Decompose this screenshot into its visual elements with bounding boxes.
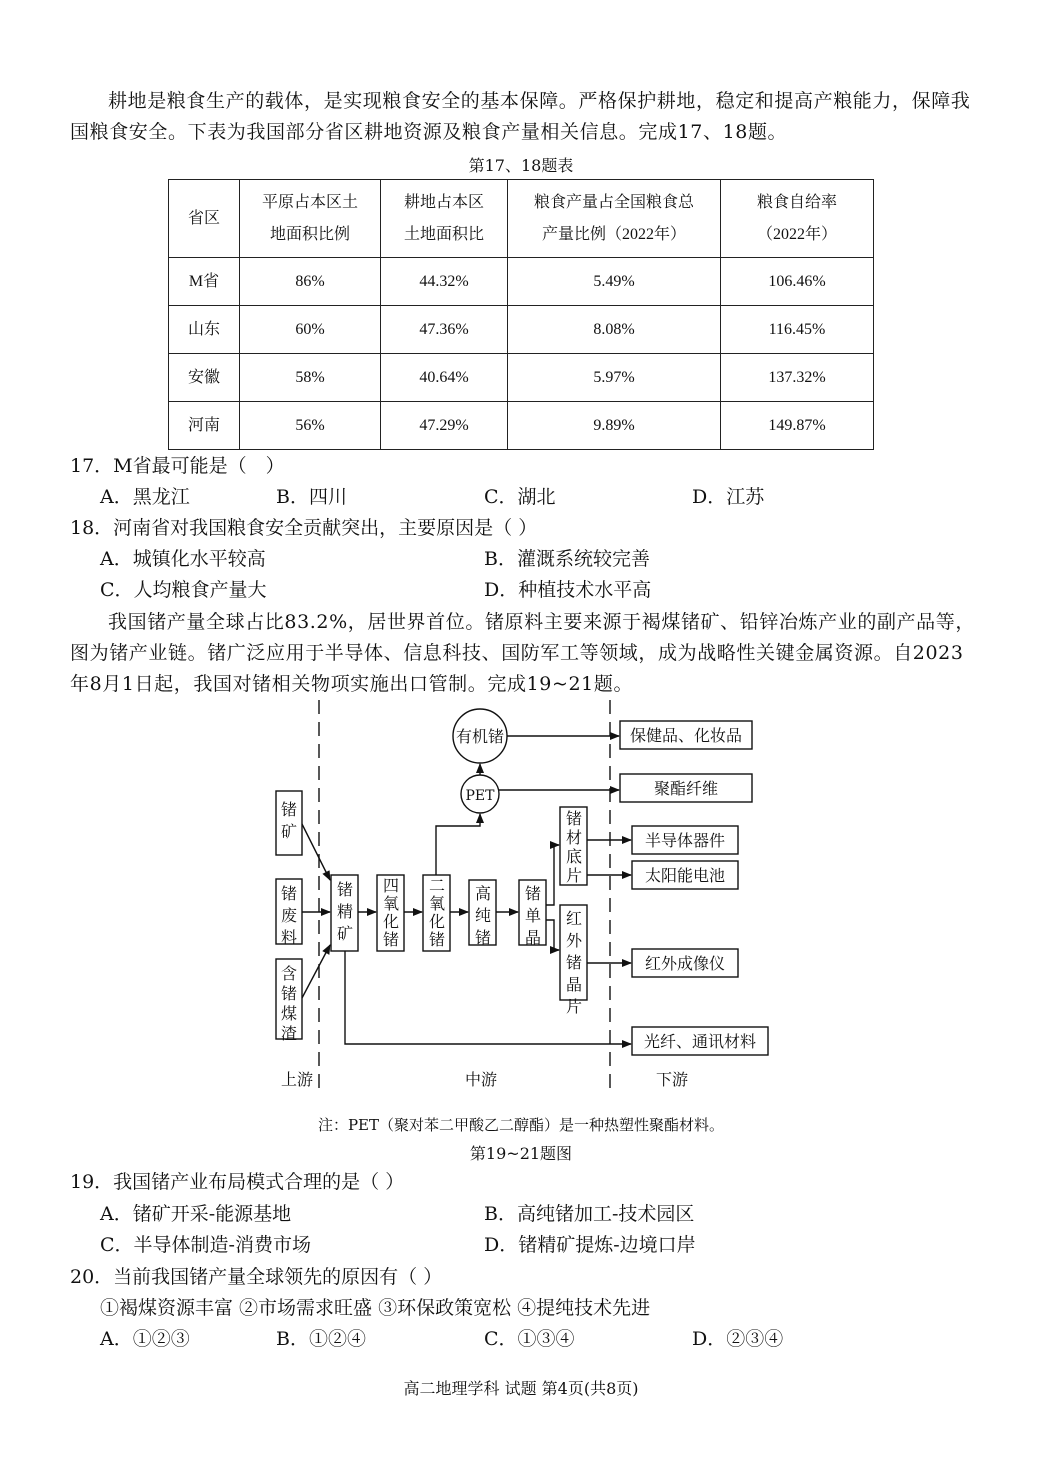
q20-statements: ①褐煤资源丰富 ②市场需求旺盛 ③环保政策宽松 ④提纯技术先进 bbox=[100, 1297, 651, 1319]
vertical-char: 底 bbox=[565, 847, 583, 866]
question-19-stem: 19．我国锗产业布局模式合理的是（ ） bbox=[70, 1171, 405, 1193]
arrow-conc-fiber bbox=[345, 951, 631, 1044]
vertical-char: 外 bbox=[565, 931, 583, 950]
arrow-slag-concentrate bbox=[302, 945, 330, 998]
vertical-char: 锗 bbox=[474, 928, 492, 947]
table-row bbox=[169, 354, 874, 402]
vertical-char: 含 bbox=[280, 964, 298, 983]
table-cell: 9.89% bbox=[508, 402, 721, 450]
stage-downstream: 下游 bbox=[655, 1070, 689, 1089]
table-row bbox=[169, 402, 874, 450]
vertical-char: 四 bbox=[382, 876, 400, 895]
arrow-dioxide-pet bbox=[436, 814, 480, 875]
vertical-char: 高 bbox=[474, 884, 492, 903]
diagram-caption: 第19~21题图 bbox=[469, 1144, 573, 1163]
q17-option-a: A．黑龙江 bbox=[100, 486, 190, 508]
vtext-ge-scrap bbox=[281, 884, 297, 947]
vertical-char: 渣 bbox=[280, 1024, 298, 1043]
header-cell: 粮食自给率 （2022年） bbox=[721, 180, 874, 258]
vtext-ir-chip bbox=[566, 909, 583, 1016]
diagram-note: 注：PET（聚对苯二甲酸乙二醇酯）是一种热塑性聚酯材料。 bbox=[317, 1116, 725, 1134]
vertical-char: 料 bbox=[280, 928, 298, 947]
table-cell: 86% bbox=[240, 258, 381, 306]
table-row bbox=[169, 258, 874, 306]
q18-option-d: D．种植技术水平高 bbox=[484, 579, 652, 601]
vertical-char: 锗 bbox=[428, 930, 446, 949]
q18-option-a: A．城镇化水平较高 bbox=[100, 548, 266, 570]
vtext-coal-slag bbox=[281, 964, 297, 1043]
q18-option-b: B．灌溉系统较完善 bbox=[484, 548, 650, 570]
vertical-char: 化 bbox=[382, 912, 400, 931]
table-cell: 116.45% bbox=[721, 306, 874, 354]
vtext-tetrachloride bbox=[383, 876, 399, 949]
vertical-char: 纯 bbox=[474, 906, 492, 925]
label-ir-imager: 红外成像仪 bbox=[644, 954, 726, 973]
vertical-char: 锗 bbox=[280, 800, 298, 819]
vertical-char: 晶 bbox=[524, 928, 542, 947]
vtext-ge-ore bbox=[281, 800, 297, 841]
vertical-char: 晶 bbox=[565, 975, 583, 994]
q20-option-b: B．①②④ bbox=[276, 1328, 366, 1350]
q19-option-b: B．高纯锗加工-技术园区 bbox=[484, 1203, 695, 1225]
table-cell: 137.32% bbox=[721, 354, 874, 402]
q19-option-c: C．半导体制造-消费市场 bbox=[100, 1234, 311, 1256]
vertical-char: 矿 bbox=[280, 822, 298, 841]
vertical-char: 氧 bbox=[428, 894, 446, 913]
vertical-char: 锗 bbox=[336, 880, 354, 899]
label-solar: 太阳能电池 bbox=[644, 866, 726, 885]
table-row bbox=[169, 306, 874, 354]
table-cell: 安徽 bbox=[169, 354, 240, 402]
vertical-char: 锗 bbox=[280, 984, 298, 1003]
stage-midstream: 中游 bbox=[464, 1070, 498, 1089]
table-cell: 149.87% bbox=[721, 402, 874, 450]
question-18-stem: 18．河南省对我国粮食安全贡献突出，主要原因是（ ） bbox=[70, 517, 538, 539]
table-cell: 河南 bbox=[169, 402, 240, 450]
vertical-char: 二 bbox=[428, 876, 446, 895]
vertical-char: 锗 bbox=[382, 930, 400, 949]
label-pet: PET bbox=[465, 788, 495, 804]
table-cell: 44.32% bbox=[381, 258, 508, 306]
germanium-industry-chain-diagram bbox=[0, 690, 1042, 1110]
table-cell: 8.08% bbox=[508, 306, 721, 354]
label-polyester: 聚酯纤维 bbox=[653, 779, 719, 798]
q20-option-d: D．②③④ bbox=[692, 1328, 784, 1350]
question-20-stem: 20．当前我国锗产量全球领先的原因有（ ） bbox=[70, 1266, 443, 1288]
vertical-char: 锗 bbox=[565, 953, 583, 972]
arrow-crystal-irchip bbox=[546, 920, 559, 950]
label-organic-ge: 有机锗 bbox=[455, 727, 505, 746]
vertical-char: 锗 bbox=[280, 884, 298, 903]
header-cell: 平原占本区土 地面积比例 bbox=[240, 180, 381, 258]
header-cell: 粮食产量占全国粮食总 产量比例（2022年） bbox=[508, 180, 721, 258]
table-cell: 58% bbox=[240, 354, 381, 402]
vertical-char: 材 bbox=[565, 828, 583, 847]
vtext-single-crystal bbox=[525, 884, 541, 947]
table-cell: 60% bbox=[240, 306, 381, 354]
vertical-char: 化 bbox=[428, 912, 446, 931]
table-cell: 5.97% bbox=[508, 354, 721, 402]
arrow-crystal-substrate bbox=[546, 845, 559, 905]
vertical-char: 红 bbox=[565, 909, 583, 928]
table-cell: 山东 bbox=[169, 306, 240, 354]
q18-option-c: C．人均粮食产量大 bbox=[100, 579, 267, 601]
q19-option-a: A．锗矿开采-能源基地 bbox=[100, 1203, 292, 1225]
vertical-char: 片 bbox=[565, 997, 583, 1016]
label-fiber: 光纤、通讯材料 bbox=[643, 1032, 757, 1051]
table-caption: 第17、18题表 bbox=[468, 156, 574, 175]
stage-upstream: 上游 bbox=[280, 1070, 314, 1089]
table-cell: 47.29% bbox=[381, 402, 508, 450]
vtext-dioxide bbox=[429, 876, 445, 949]
table-cell: 5.49% bbox=[508, 258, 721, 306]
vertical-char: 锗 bbox=[524, 884, 542, 903]
q17-option-b: B．四川 bbox=[276, 486, 347, 508]
vertical-char: 矿 bbox=[336, 924, 354, 943]
q20-option-c: C．①③④ bbox=[484, 1328, 575, 1350]
page-footer: 高二地理学科 试题 第4页(共8页) bbox=[403, 1379, 639, 1398]
table-cell: 56% bbox=[240, 402, 381, 450]
vertical-char: 精 bbox=[336, 902, 354, 921]
vtext-concentrate bbox=[337, 880, 353, 943]
header-cell: 省区 bbox=[169, 180, 240, 258]
vertical-char: 锗 bbox=[565, 809, 583, 828]
intro-paragraph-2: 我国锗产量全球占比83.2%，居世界首位。锗原料主要来源于褐煤锗矿、铅锌冶炼产业的副产品等，图为锗产业链。锗广泛应用于半导体、信息科技、国防军工等领域，成为战略性关键金属资源。自2023年8月1日起，我国对锗相关物项实施出口管制。完成19~21题。 bbox=[70, 611, 975, 695]
label-semiconductor: 半导体器件 bbox=[644, 831, 726, 850]
label-health: 保健品、化妆品 bbox=[629, 726, 743, 745]
question-17-stem: 17．M省最可能是（ ） bbox=[70, 455, 285, 477]
q17-option-d: D．江苏 bbox=[692, 486, 765, 508]
vertical-char: 废 bbox=[280, 906, 298, 925]
vertical-char: 单 bbox=[524, 906, 542, 925]
q19-option-d: D．锗精矿提炼-边境口岸 bbox=[484, 1234, 696, 1256]
table-cell: 40.64% bbox=[381, 354, 508, 402]
q17-option-c: C．湖北 bbox=[484, 486, 556, 508]
intro-paragraph-1: 耕地是粮食生产的载体，是实现粮食安全的基本保障。严格保护耕地，稳定和提高产粮能力，保障我国粮食安全。下表为我国部分省区耕地资源及粮食产量相关信息。完成17、18题。 bbox=[70, 90, 971, 143]
vertical-char: 氧 bbox=[382, 894, 400, 913]
vertical-char: 煤 bbox=[280, 1004, 298, 1023]
table-cell: 106.46% bbox=[721, 258, 874, 306]
arrow-ore-concentrate bbox=[302, 824, 330, 880]
vertical-char: 片 bbox=[565, 866, 583, 885]
table-header-row bbox=[169, 180, 874, 258]
table-cell: 47.36% bbox=[381, 306, 508, 354]
table-cell: M省 bbox=[169, 258, 240, 306]
grain-table bbox=[168, 179, 874, 450]
q20-option-a: A．①②③ bbox=[100, 1328, 190, 1350]
header-cell: 耕地占本区 土地面积比 bbox=[381, 180, 508, 258]
vtext-high-purity bbox=[475, 884, 491, 947]
vtext-substrate bbox=[566, 809, 582, 885]
